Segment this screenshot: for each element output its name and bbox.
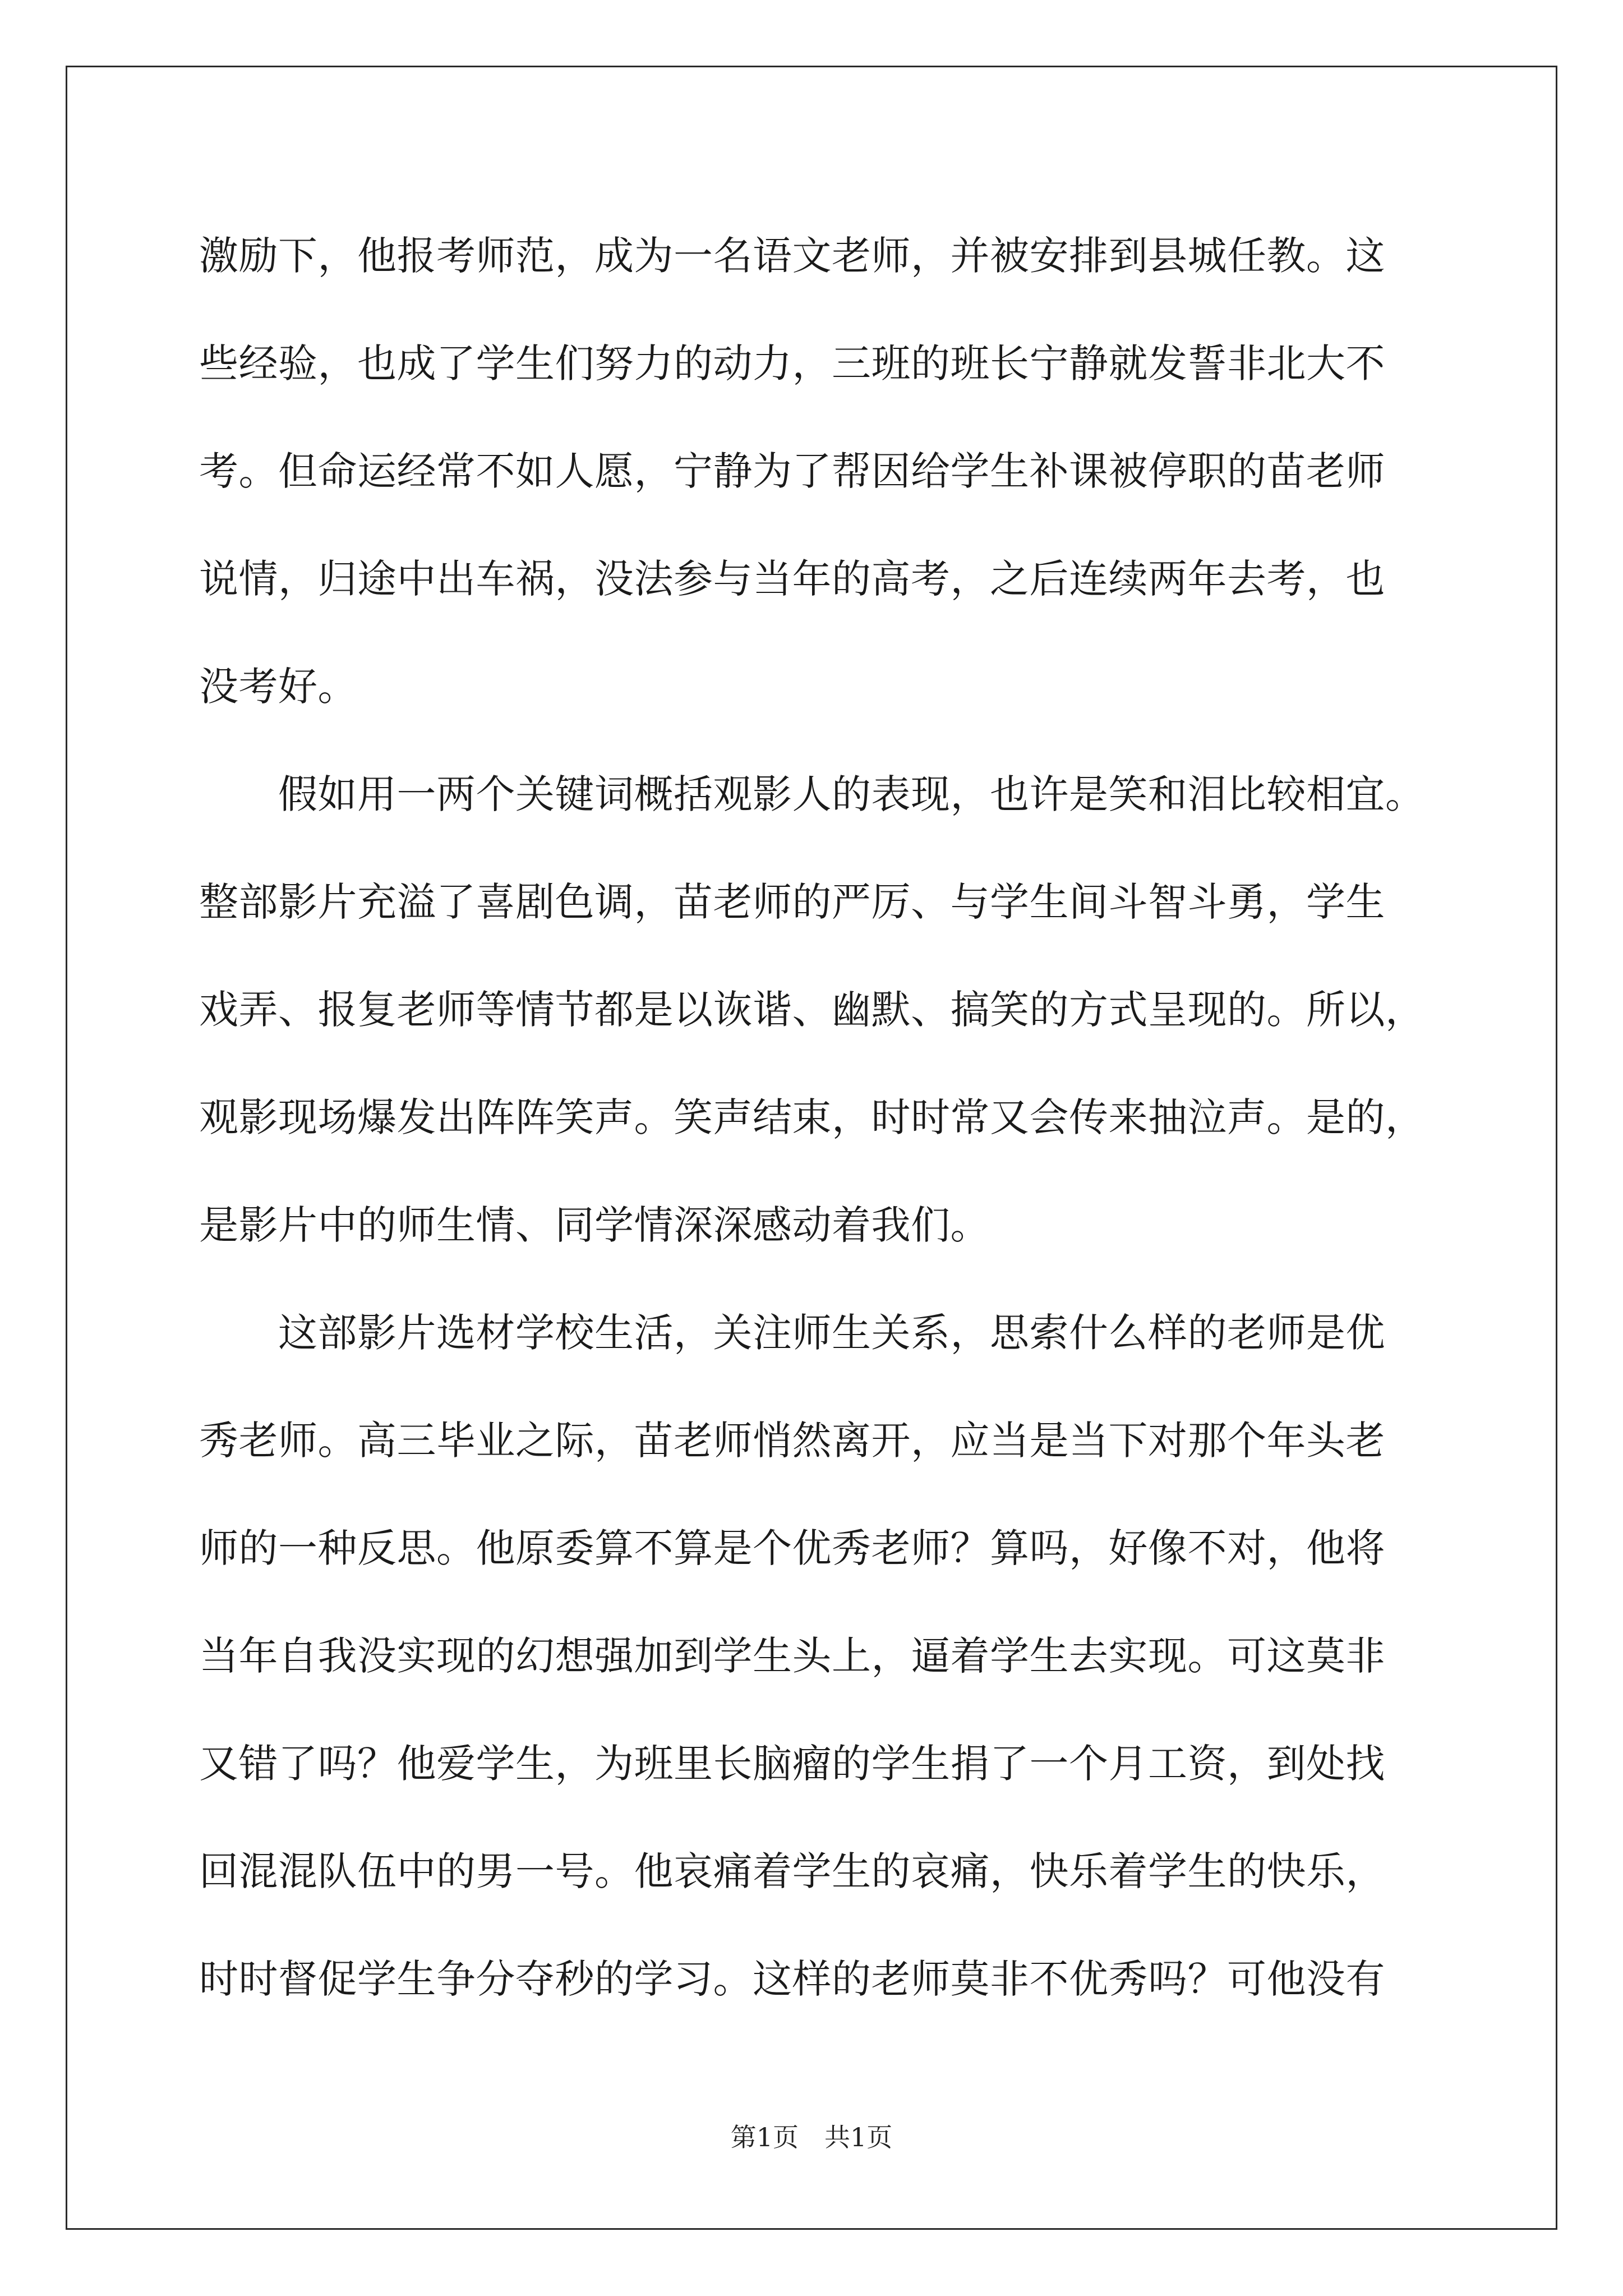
text-line: 当年自我没实现的幻想强加到学生头上，逼着学生去实现。可这莫非 [199, 1633, 1385, 1679]
text-line: 没考好。 [199, 664, 357, 710]
text-line: 回混混队伍中的男一号。他哀痛着学生的哀痛，快乐着学生的快乐， [199, 1848, 1385, 1894]
text-line: 戏弄、报复老师等情节都是以诙谐、幽默、搞笑的方式呈现的。所以， [199, 987, 1425, 1033]
text-line: 假如用一两个关键词概括观影人的表现，也许是笑和泪比较相宜。 [199, 771, 1425, 817]
text-line: 这部影片选材学校生活，关注师生关系，思索什么样的老师是优 [199, 1310, 1385, 1356]
body-text [199, 202, 1427, 2033]
page-footer: 第1页 共1页 [730, 2122, 893, 2152]
text-line: 整部影片充溢了喜剧色调，苗老师的严厉、与学生间斗智斗勇，学生 [199, 879, 1385, 925]
text-line: 观影现场爆发出阵阵笑声。笑声结束，时时常又会传来抽泣声。是的， [199, 1094, 1425, 1140]
text-line: 秀老师。高三毕业之际，苗老师悄然离开，应当是当下对那个年头老 [199, 1418, 1385, 1464]
text-line: 考。但命运经常不如人愿，宁静为了帮因给学生补课被停职的苗老师 [199, 448, 1385, 494]
text-line: 师的一种反思。他原委算不算是个优秀老师？算吗，好像不对，他将 [199, 1525, 1385, 1571]
text-line: 些经验，也成了学生们努力的动力，三班的班长宁静就发誓非北大不 [199, 341, 1385, 386]
text-line: 激励下，他报考师范，成为一名语文老师，并被安排到县城任教。这 [199, 233, 1385, 279]
text-line: 是影片中的师生情、同学情深深感动着我们。 [199, 1202, 990, 1248]
text-line: 说情，归途中出车祸，没法参与当年的高考，之后连续两年去考，也 [199, 556, 1385, 602]
text-line: 时时督促学生争分夺秒的学习。这样的老师莫非不优秀吗？可他没有 [199, 1956, 1385, 2002]
text-line: 又错了吗？他爱学生，为班里长脑瘤的学生捐了一个月工资，到处找 [199, 1741, 1385, 1787]
